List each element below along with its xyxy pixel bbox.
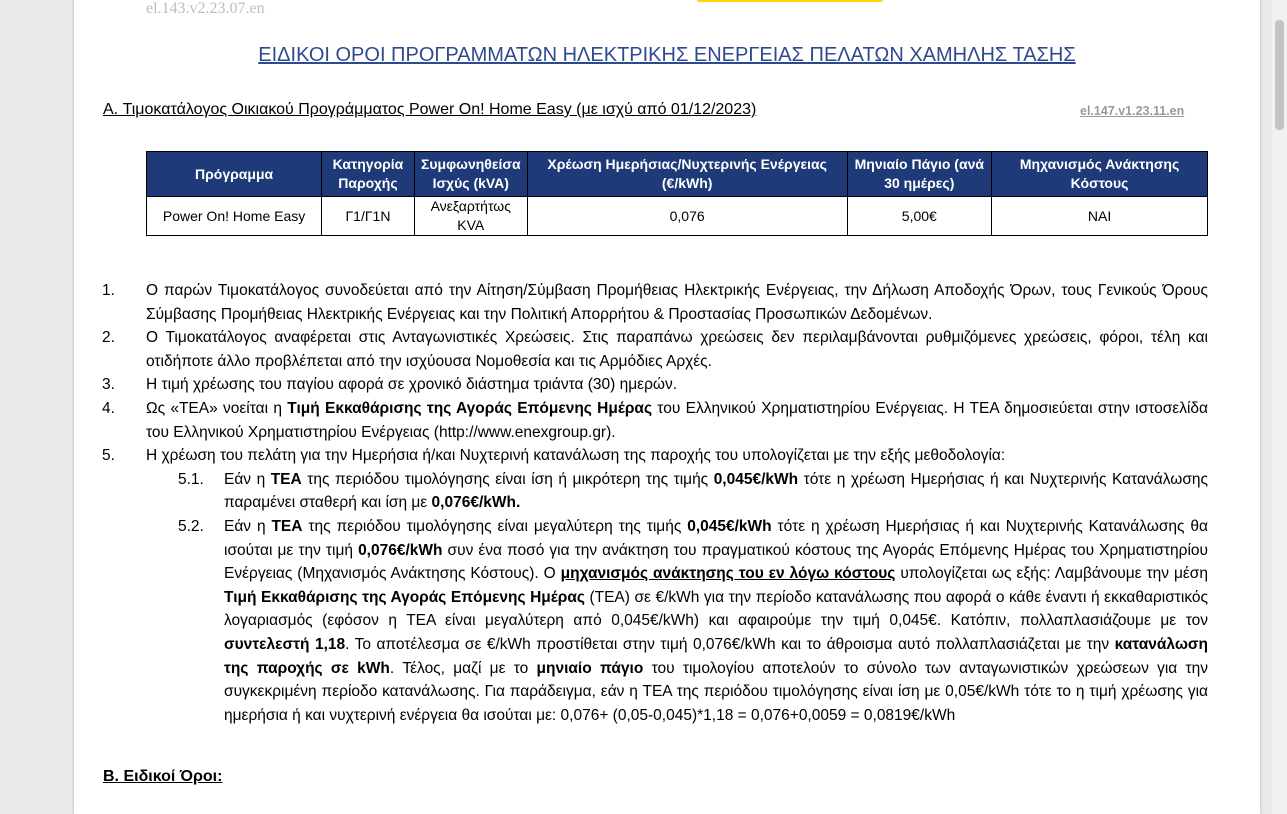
bold-text: Τιμή Εκκαθάρισης της Αγοράς Επόμενης Ημέρας <box>224 588 585 606</box>
table-cell: 0,076 <box>527 197 847 236</box>
document-page <box>74 0 1260 814</box>
list-text: συν ένα ποσό για την ανάκτηση του πραγματικού κόστους της Αγοράς Επόμενης Ημέρας του Χρηματιστηρίου Ενέργειας (Μηχανισμός Ανάκτησης Κόστους). Ο <box>224 541 1209 583</box>
bold-text: 0,076€/kWh <box>358 541 443 559</box>
section-b-heading: B. Ειδικοί Όροι: <box>103 768 223 785</box>
list-text: υπολογίζεται ως εξής: Λαμβάνουμε την μέση <box>895 565 1208 583</box>
table-header: Πρόγραμμα <box>147 152 322 197</box>
table-cell: Γ1/Γ1Ν <box>322 197 415 236</box>
table-header: Συμφωνηθείσα Ισχύς (kVA) <box>414 152 527 197</box>
document-code-right: el.147.v1.23.11.en <box>1080 104 1185 118</box>
bold-text: Τιμή Εκκαθάρισης της Αγοράς Επόμενης Ημέρας <box>287 399 653 417</box>
list-item <box>102 279 1208 326</box>
bold-text: 0,045€/kWh <box>713 470 799 488</box>
scrollbar-thumb[interactable] <box>1275 20 1284 130</box>
document-code-top: el.143.v2.23.07.en <box>146 0 265 17</box>
bold-underlined-text: μηχανισμός ανάκτησης του εν λόγω κόστους <box>560 565 896 583</box>
sub-list <box>146 468 1208 728</box>
list-text: Εάν η <box>224 517 272 535</box>
list-item <box>102 444 1208 727</box>
bold-text: συντελεστή 1,18 <box>224 635 346 653</box>
table-row <box>147 197 1208 236</box>
table-header: Κατηγορία Παροχής <box>322 152 415 197</box>
table-cell: 5,00€ <box>847 197 992 236</box>
table-cell: Ανεξαρτήτως KVA <box>414 197 527 236</box>
list-text: Ως «ΤΕΑ» νοείται η <box>146 399 288 417</box>
list-number: 2. <box>102 329 115 347</box>
terms-list <box>102 279 1208 727</box>
list-text: Η χρέωση του πελάτη για την Ημερήσια ή/και Νυχτερινή κατανάλωση της παροχής του υπολογίζεται με την εξής μεθοδολογία: <box>146 447 1006 465</box>
list-text: τότε η χρέωση Ημερήσιας ή και Νυχτερινής Κατανάλωσης παραμένει σταθερή και ίση με <box>224 470 1208 512</box>
list-text: του Ελληνικού Χρηματιστηρίου Ενέργειας. Η ΤΕΑ δημοσιεύεται στην ιστοσελίδα του Ελληνικού Χρηματιστηρίου Ενέργειας (http://www.enexgroup.gr). <box>146 399 1208 441</box>
list-text: της περιόδου τιμολόγησης είναι μεγαλύτερη της τιμής <box>302 517 688 535</box>
bold-text: ΤΕΑ <box>270 470 302 488</box>
price-table <box>146 151 1208 236</box>
sub-list-item <box>142 515 1208 727</box>
document-title: ΕΙΔΙΚΟΙ ΟΡΟΙ ΠΡΟΓΡΑΜΜΑΤΩΝ ΗΛΕΚΤΡΙΚΗΣ ΕΝΕΡΓΕΙΑΣ ΠΕΛΑΤΩΝ ΧΑΜΗΛΗΣ ΤΑΣΗΣ <box>258 44 1076 66</box>
list-text: τότε η χρέωση Ημερήσιας ή και Νυχτερινής Κατανάλωσης θα ισούται με την τιμή <box>224 517 1208 559</box>
sub-list-number: 5.2. <box>178 517 204 535</box>
list-text: Η τιμή χρέωσης του παγίου αφορά σε χρονικό διάστημα τριάντα (30) ημερών. <box>146 376 678 394</box>
list-text: Ο Τιμοκατάλογος αναφέρεται στις Ανταγωνιστικές Χρεώσεις. Στις παραπάνω χρεώσεις δεν περιλαμβάνονται ρυθμιζόμενες χρεώσεις, φόροι, τέλη και οτιδήποτε άλλο προβλέπεται από την ισχύουσα Νομοθεσία και τις Αρμόδιες Αρχές. <box>146 329 1208 370</box>
table-header: Μηνιαίο Πάγιο (ανά 30 ημέρες) <box>847 152 992 197</box>
sub-list-number: 5.1. <box>178 470 204 488</box>
list-text: Ο παρών Τιμοκατάλογος συνοδεύεται από την Αίτηση/Σύμβαση Προμήθειας Ηλεκτρικής Ενέργειας, την Δήλωση Αποδοχής Όρων, τους Γενικούς Όρους Σύμβασης Προμήθειας Ηλεκτρικής Ενέργειας και την Πολιτική Απορρήτου & Προστασίας Προσωπικών Δεδομένων. <box>146 282 1208 323</box>
sub-list-item <box>142 468 1208 515</box>
list-number: 4. <box>102 399 115 417</box>
section-a-heading: A. Τιμοκατάλογος Οικιακού Προγράμματος Power On! Home Easy (με ισχύ από 01/12/2023) <box>103 101 757 118</box>
list-item <box>102 397 1208 444</box>
table-header-row <box>147 152 1208 197</box>
table-cell: Power On! Home Easy <box>147 197 322 236</box>
bold-text: 0,076€/kWh. <box>431 494 521 512</box>
list-number: 5. <box>102 447 115 465</box>
list-text: . Τέλος, μαζί με το <box>389 659 537 677</box>
list-number: 3. <box>102 376 115 394</box>
list-item <box>102 373 1208 397</box>
bold-text: 0,045€/kWh <box>687 517 772 535</box>
yellow-header-tab <box>696 0 884 2</box>
table-cell: ΝΑΙ <box>992 197 1208 236</box>
bold-text: ΤΕΑ <box>271 517 303 535</box>
list-text: . Το αποτέλεσμα σε €/kWh προστίθεται στην τιμή 0,076€/kWh και το άθροισμα αυτό πολλαπλασιάζεται με την <box>345 635 1115 653</box>
bold-text: μηνιαίο πάγιο <box>536 659 644 677</box>
list-text: του τιμολογίου αποτελούν το σύνολο των ανταγωνιστικών χρεώσεων για την συγκεκριμένη περίοδο κατανάλωσης. Για παράδειγμα, εάν η ΤΕΑ της περιόδου τιμολόγησης είναι ίση με 0,05€/kWh τότε το η τιμή χρέωσης για ημερήσια ή και νυχτερινή ενέργεια θα ισούται με: 0,076+ (0,05-0,045)*1,18 = 0,076+0,0059 = 0,0819€/kWh <box>224 659 1208 724</box>
left-gutter <box>0 0 74 814</box>
list-text: της περιόδου τιμολόγησης είναι ίση ή μικρότερη της τιμής <box>301 470 714 488</box>
bold-text: κατανάλωση της παροχής σε kWh <box>224 635 1208 677</box>
list-text: Εάν η <box>224 470 271 488</box>
list-text: (ΤΕΑ) σε €/kWh για την περίοδο κατανάλωσης που αφορά ο κάθε έναντι ή εκκαθαριστικός λογαριασμός (εφόσον η ΤΕΑ είναι μεγαλύτερη από 0,045€/kWh) και αφαιρούμε την τιμή 0,045€. Κατόπιν, πολλαπλασιάζουμε με τον <box>224 588 1208 630</box>
table-header: Χρέωση Ημερήσιας/Νυχτερινής Ενέργειας (€/kWh) <box>527 152 847 197</box>
table-header: Μηχανισμός Ανάκτησης Κόστους <box>992 152 1208 197</box>
list-number: 1. <box>102 282 115 299</box>
list-item <box>102 326 1208 373</box>
